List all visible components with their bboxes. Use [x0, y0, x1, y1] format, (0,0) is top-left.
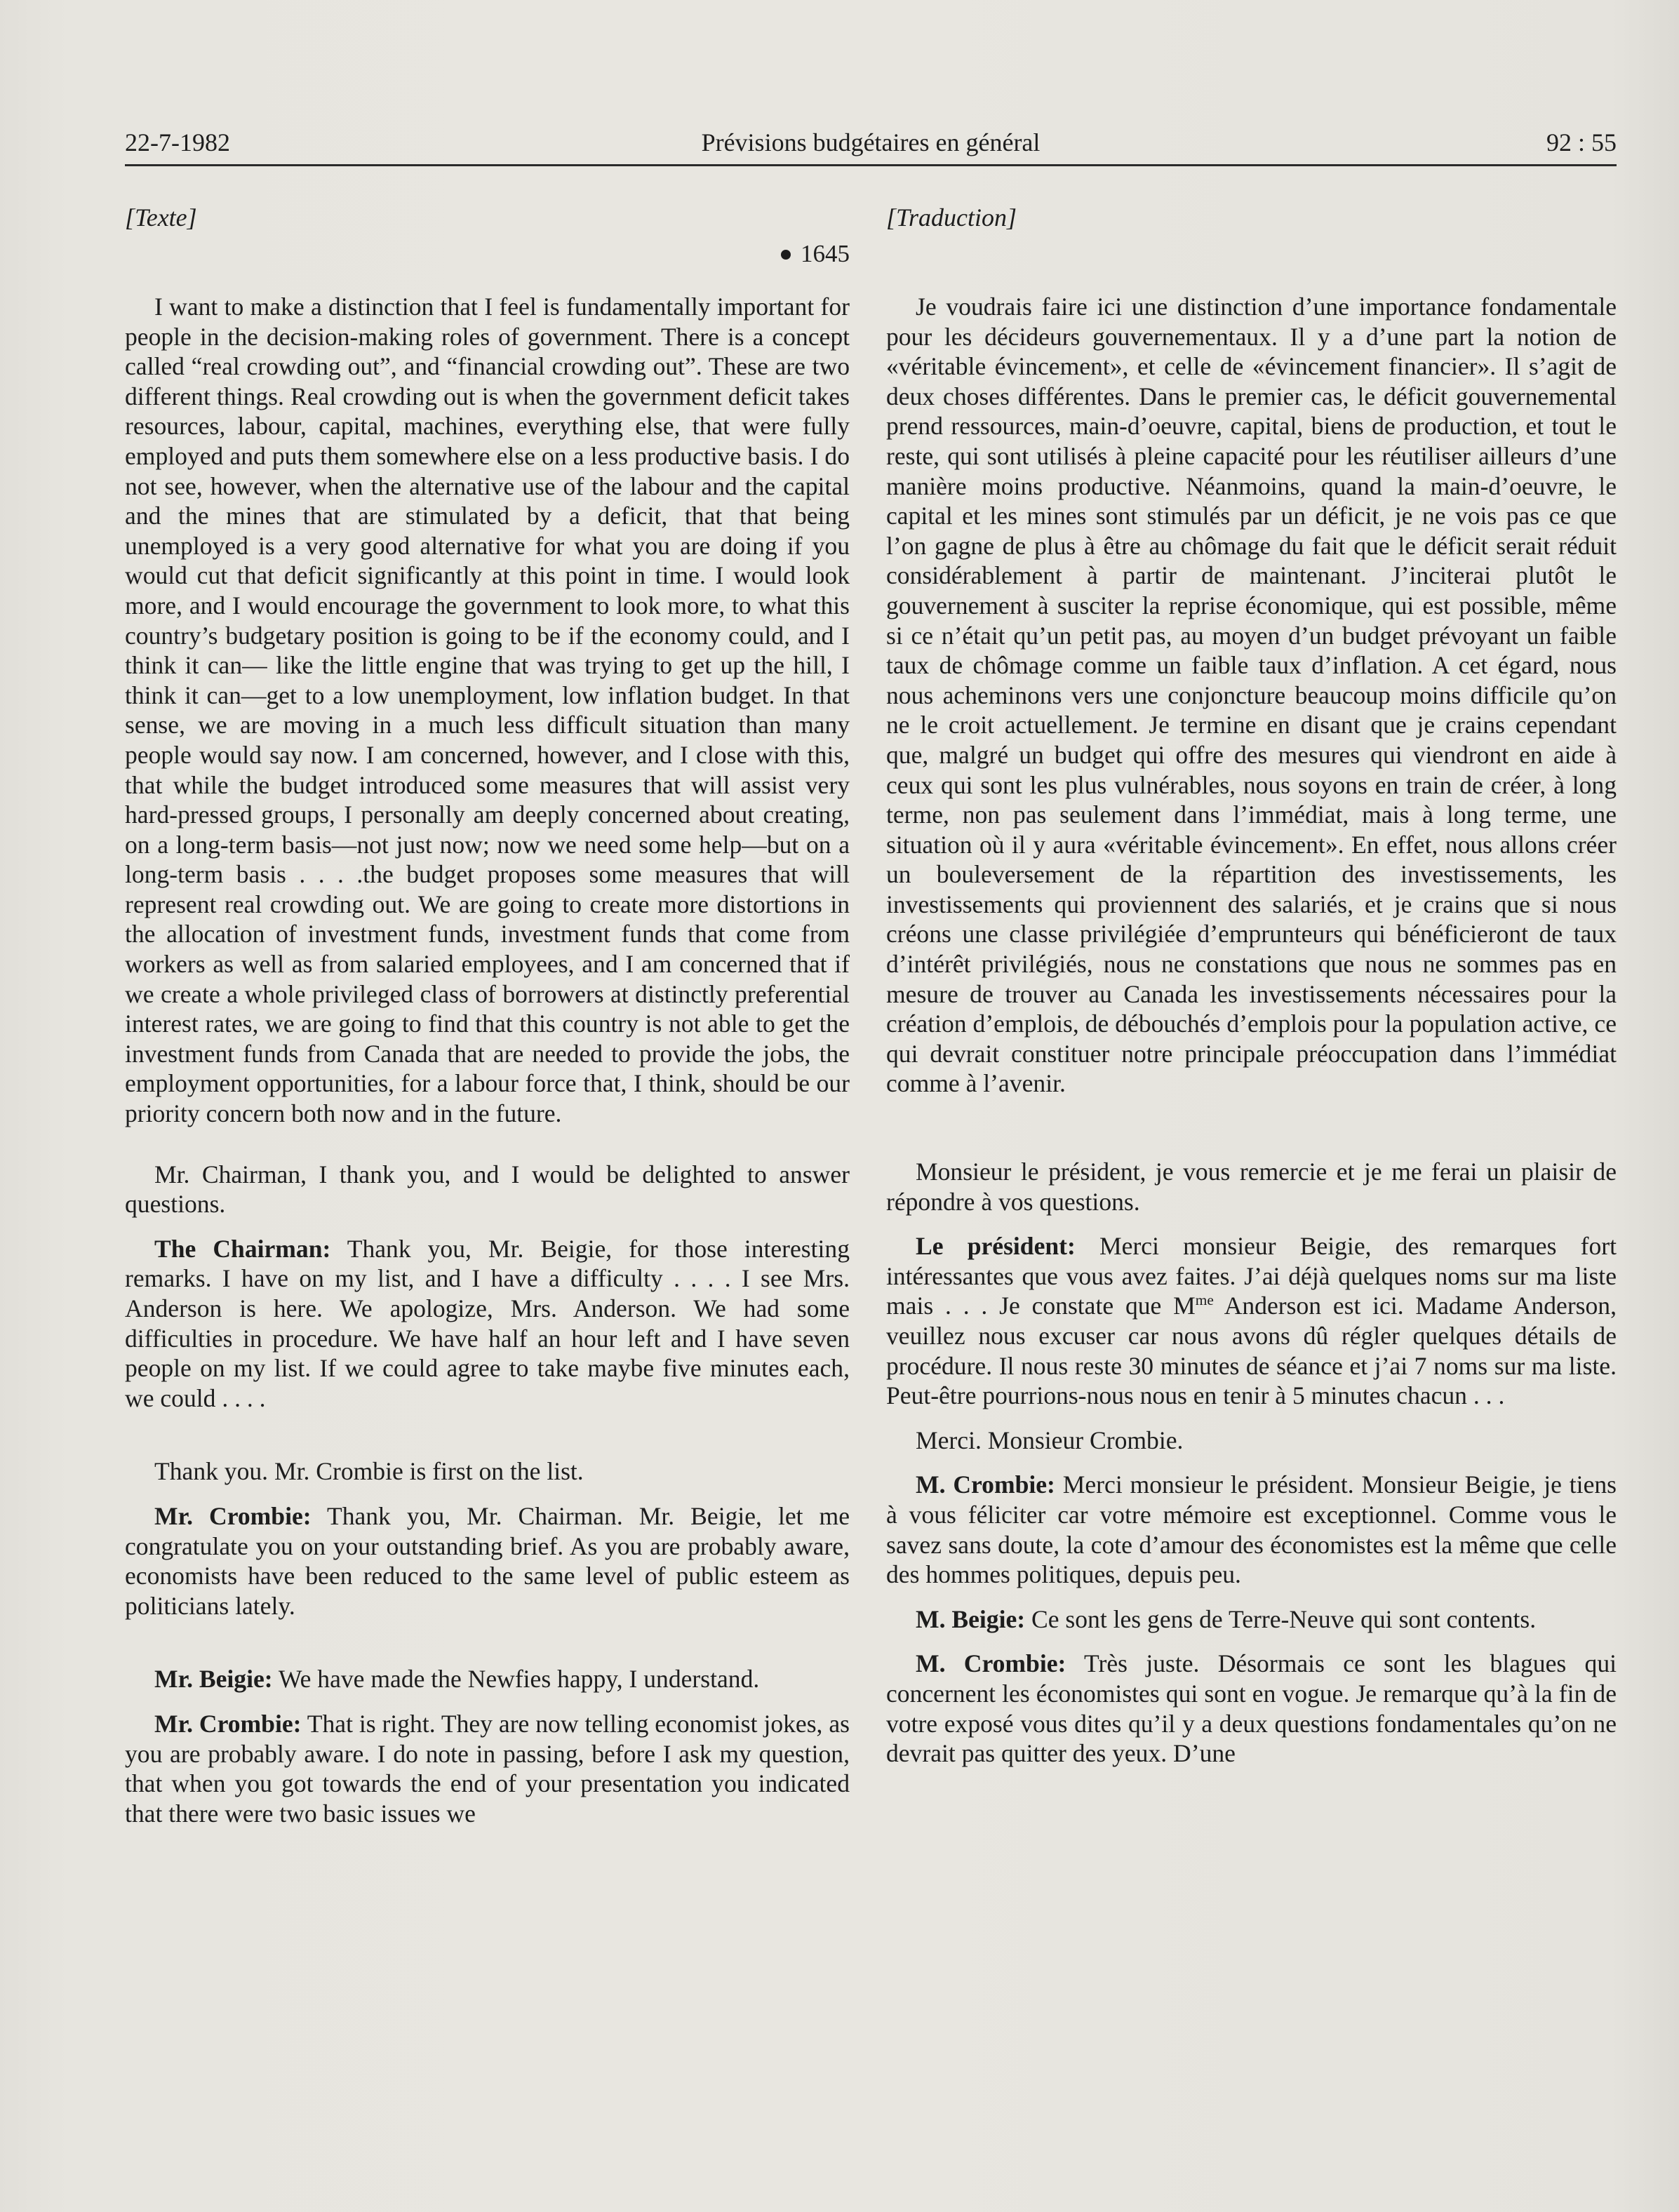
time-marker: [125, 234, 850, 274]
marker-spacer: [886, 234, 1617, 274]
speaker-name: Mr. Beigie:: [154, 1665, 273, 1694]
speech-text: Anderson est ici. Madame Anderson, veuillez nous excuser car nous avons dû régler quelques détails de procédure. Il nous reste 30 minutes de séance et j’ai 7 noms sur ma liste. Peut-être pourrions-nous nous en tenir à 5 minutes chacun . . .: [886, 1292, 1617, 1410]
paragraph: Je voudrais faire ici une distinction d’une importance fondamentale pour les décideurs gouvernementaux. Il y a d’une part la notion de «véritable évincement», et celle de «évincement financier». Il s’agit de deux choses différentes. Dans le premier cas, le déficit gouvernemental prend ressources, main-d’oeuvre, capital, biens de production, et tout le reste, qui sont utilisés à pleine capacité pour les réutiliser ailleurs d’une manière moins productive. Néanmoins, quand la main-d’oeuvre, le capital et les mines sont stimulés par un déficit, je ne vois pas ce que l’on gagne de plus à être au chômage du fait que le déficit serait réduit considérablement à partir de maintenant. J’inciterai plutôt le gouvernement à susciter la reprise économique, qui est possible, même si ce n’était qu’un petit pas, au moyen d’un budget prévoyant un faible taux de chômage comme un faible taux d’inflation. A cet égard, nous nous acheminons vers une conjoncture beaucoup moins difficile qu’on ne le croit actuellement. Je termine en disant que je crains cependant que, malgré un budget qui offre des mesures qui viendront en aide à ceux qui sont les plus vulnérables, nous soyons en train de créer, à long terme, non pas seulement dans l’immédiat, mais à long terme, une situation où il y aura «véritable évincement». En effet, nous allons créer un bouleversement de la répartition des investissements, les investissements qui proviennent des salariés, et je crains que si nous créons une classe privilégiée d’emprunteurs qui bénéficieront de taux d’intérêt privilégiés, nous ne constations que nous ne sommes pas en mesure de trouver au Canada les investissements nécessaires pour la création d’emplois, de débouchés d’emplois pour la population active, ce qui devrait constituer notre principale préoccupation dans l’immédiat comme à l’avenir.: [886, 293, 1617, 1098]
speaker-name: The Chairman:: [154, 1234, 331, 1263]
speech-text: Très juste. Désormais ce sont les blagues qui concernent les économistes qui sont en vogue. Je remarque qu’à la fin de votre exposé vous dites qu’il y a deux questions fondamentales qu’on ne devrait pas quitter des yeux. D’une: [886, 1649, 1617, 1768]
speaker-name: M. Crombie:: [916, 1470, 1055, 1499]
header-date: 22-7-1982: [125, 128, 230, 156]
bullet-dot-icon: [781, 250, 791, 260]
paragraph: Thank you. Mr. Crombie is first on the list.: [154, 1457, 584, 1486]
paragraph: [125, 1664, 850, 1694]
running-header: [125, 125, 1617, 166]
speech-text: Thank you, Mr. Beigie, for those interesting remarks. I have on my list, and I have a difficulty . . . . I see Mrs. Anderson is here. We apologize, Mrs. Anderson. We had some difficulties in procedure. We have half an hour left and I have seven people on my list. If we could agree to take maybe five minutes each, we could . . . .: [125, 1234, 850, 1412]
paragraph: Mr. Chairman, I thank you, and I would be delighted to answer questions.: [125, 1160, 850, 1219]
speech-text: Ce sont les gens de Terre-Neuve qui sont contents.: [1025, 1604, 1537, 1633]
speech-text: Merci monsieur le président. Monsieur Beigie, je tiens à vous féliciter car votre mémoire est exceptionnel. Comme vous le savez sans doute, la cote d’amour des économistes est la même que celle des hommes politiques, depuis peu.: [886, 1470, 1617, 1589]
superscript: me: [1195, 1292, 1214, 1309]
header-page-number: 92 : 55: [1546, 128, 1617, 156]
speech-text: Thank you, Mr. Chairman. Mr. Beigie, let me congratulate you on your outstanding brief. As you are probably aware, economists have been reduced to the same level of public esteem as politicians lately.: [125, 1501, 850, 1620]
translation-label: [Traduction]: [886, 203, 1017, 232]
paragraph: Merci. Monsieur Crombie.: [916, 1426, 1184, 1454]
paragraph: [125, 1234, 850, 1414]
speech-text: That is right. They are now telling economist jokes, as you are probably aware. I do note in passing, before I ask my question, that when you got towards the end of your presentation you indicated that there were two basic issues we: [125, 1709, 850, 1828]
speaker-name: M. Beigie:: [916, 1604, 1026, 1633]
speaker-name: Le président:: [916, 1232, 1076, 1261]
time-marker-value: 1645: [801, 240, 850, 267]
text-label: [Texte]: [125, 203, 197, 232]
paragraph: [886, 1231, 1617, 1411]
speech-text: Merci monsieur Beigie, des remarques fort intéressantes que vous avez faites. J’ai déjà quelques noms sur ma liste mais . . . Je constate que M: [886, 1232, 1617, 1320]
paragraph: [886, 1649, 1617, 1768]
speaker-name: M. Crombie:: [916, 1649, 1066, 1678]
speaker-name: Mr. Crombie:: [154, 1709, 302, 1738]
english-column: [125, 201, 850, 1828]
paragraph: I want to make a distinction that I feel is fundamentally important for people in the decision-making roles of government. There is a concept called “real crowding out”, and “financial crowding out”. These are two different things. Real crowding out is when the government deficit takes resources, labour, capital, machines, everything else, that were fully employed and puts them somewhere else on a less productive basis. I do not see, however, when the alternative use of the labour and the capital and the mines that are stimulated by a deficit, that that being unemployed is a very good alternative for what you are doing if you would cut that deficit significantly at this point in time. I would look more, and I would encourage the government to look more, to what this country’s budgetary position is going to be if the economy could, and I think it can— like the little engine that was trying to get up the hill, I think it can—get to a low unemployment, low inflation budget. In that sense, we are moving in a much less difficult situation than many people would say now. I am concerned, however, and I close with this, that while the budget introduced some measures that will assist very hard-pressed groups, I personally am deeply concerned about creating, on a long-term basis—not just now; now we need some help—but on a long-term basis . . . .the budget proposes some measures that will represent real crowding out. We are going to create more distortions in the allocation of investment funds, investment funds that come from workers as well as from salaried employees, and I am concerned that if we create a whole privileged class of borrowers at distinctly preferential interest rates, we are going to find that this country is not able to get the investment funds from Canada that are needed to provide the jobs, the employment opportunities, for a labour force that, I think, should be our priority concern both now and in the future.: [125, 293, 850, 1128]
paragraph: Monsieur le président, je vous remercie et je me ferai un plaisir de répondre à vos questions.: [886, 1158, 1617, 1216]
paragraph: [886, 1470, 1617, 1589]
paragraph: [125, 1709, 850, 1828]
header-title: Prévisions budgétaires en général: [701, 128, 1041, 156]
french-column: [886, 201, 1617, 1769]
speech-text: We have made the Newfies happy, I understand.: [272, 1665, 760, 1694]
paragraph: [125, 1501, 850, 1621]
paragraph: [886, 1604, 1617, 1635]
speaker-name: Mr. Crombie:: [154, 1501, 312, 1530]
